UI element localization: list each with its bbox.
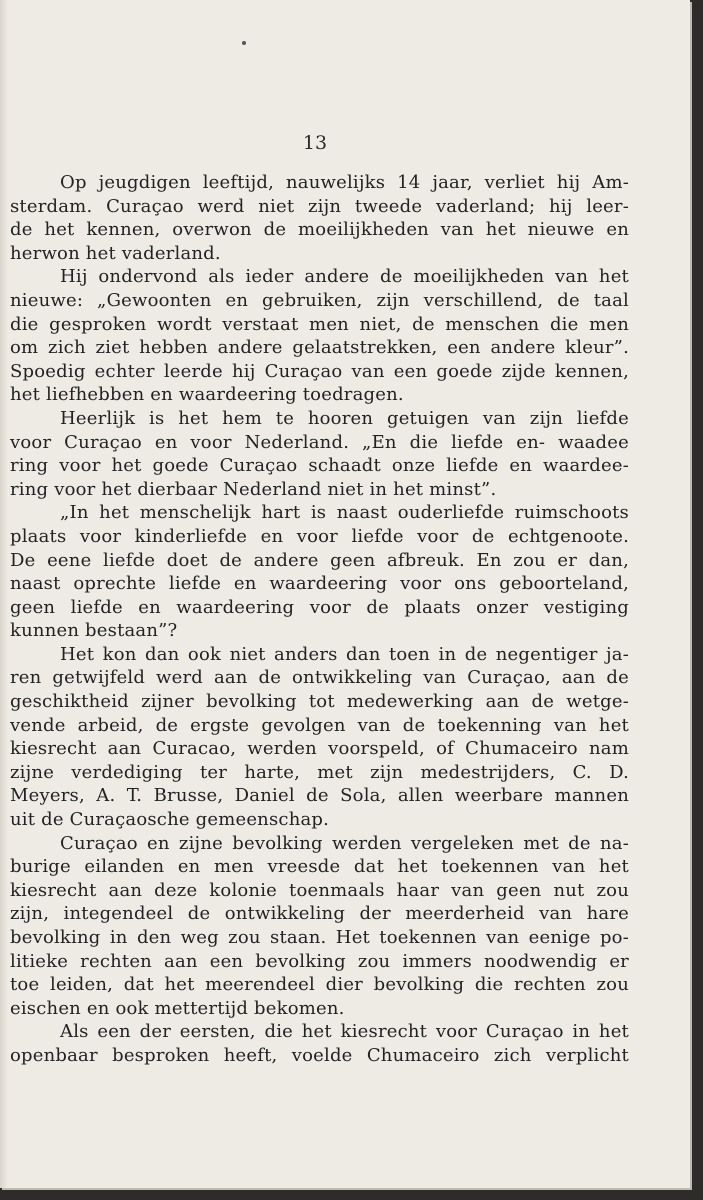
text-line: Curaçao en zijne bevolking werden vergeleken met de na- (60, 832, 629, 854)
print-mark (242, 41, 246, 45)
text-line: die gesproken wordt verstaat men niet, de menschen die men (10, 313, 629, 335)
text-line: kunnen bestaan”? (10, 620, 178, 642)
page-number: 13 (302, 132, 328, 154)
text-line: ring voor het goede Curaçao schaadt onze liefde en waardee- (10, 455, 629, 477)
text-line: burige eilanden en men vreesde dat het toekennen van het (10, 856, 629, 878)
text-line: litieke rechten aan een bevolking zou immers noodwendig er (10, 950, 629, 972)
text-line: toe leiden, dat het meerendeel dier bevolking die rechten zou (10, 974, 629, 996)
text-line: vende arbeid, de ergste gevolgen van de toekenning van het (10, 714, 629, 736)
text-line: Als een der eersten, die het kiesrecht voor Curaçao in het (60, 1021, 629, 1043)
text-line: De eene liefde doet de andere geen afbreuk. En zou er dan, (10, 549, 629, 571)
paragraph (10, 265, 629, 407)
text-line: zijn, integendeel de ontwikkeling der meerderheid van hare (10, 903, 629, 925)
body-text (10, 171, 629, 1068)
text-line: herwon het vaderland. (10, 242, 221, 264)
text-line: om zich ziet hebben andere gelaatstrekken, een andere kleur”. (10, 337, 629, 359)
text-line: geen liefde en waardeering voor de plaats onzer vestiging (10, 596, 629, 618)
text-line: zijne verdediging ter harte, met zijn medestrijders, C. D. (10, 761, 629, 783)
text-line: Op jeugdigen leeftijd, nauwelijks 14 jaar, verliet hij Am- (60, 172, 629, 193)
page-spine-shadow (0, 0, 8, 1188)
text-line: openbaar besproken heeft, voelde Chumaceiro zich verplicht (10, 1044, 629, 1066)
text-line: kiesrecht aan Curacao, werden voorspeld, of Chumaceiro nam (10, 738, 629, 760)
text-line: Het kon dan ook niet anders dan toen in de negentiger ja- (60, 643, 629, 665)
text-line: ring voor het dierbaar Nederland niet in het minst”. (10, 478, 497, 500)
text-line: „In het menschelijk hart is naast ouderliefde ruimschoots (60, 502, 629, 524)
text-line: Hij ondervond als ieder andere de moeilijkheden van het (60, 266, 629, 288)
text-line: kiesrecht aan deze kolonie toenmaals haar van geen nut zou (10, 879, 629, 901)
paragraph (10, 407, 629, 501)
text-line: sterdam. Curaçao werd niet zijn tweede vaderland; hij leer- (10, 195, 629, 217)
text-line: ren getwijfeld werd aan de ontwikkeling van Curaçao, aan de (10, 667, 629, 689)
text-line: het liefhebben en waardeering toedragen. (10, 384, 404, 406)
text-line: Heerlijk is het hem te hooren getuigen van zijn liefde (60, 407, 629, 429)
text-line: nieuwe: „Gewoonten en gebruiken, zijn verschillend, de taal (10, 289, 629, 311)
text-line: naast oprechte liefde en waardeering voor ons geboorteland, (10, 573, 629, 595)
paragraph (10, 501, 629, 643)
text-line: Meyers, A. T. Brusse, Daniel de Sola, allen weerbare mannen (10, 785, 629, 807)
text-line: uit de Curaçaosche gemeenschap. (10, 809, 330, 831)
paragraph (10, 171, 629, 265)
paragraph (10, 832, 629, 1021)
text-line: eischen en ook mettertijd bekomen. (10, 997, 345, 1019)
text-line: bevolking in den weg zou staan. Het toekennen van eenige po- (10, 927, 629, 948)
paragraph (10, 643, 629, 832)
text-line: geschiktheid zijner bevolking tot medewerking aan de wetge- (10, 691, 629, 713)
paragraph (10, 1020, 629, 1067)
text-line: plaats voor kinderliefde en voor liefde voor de echtgenoote. (10, 525, 629, 547)
text-line: voor Curaçao en voor Nederland. „En die liefde en- waadee (10, 431, 629, 453)
text-line: de het kennen, overwon de moeilijkheden van het nieuwe en (10, 219, 629, 241)
text-line: Spoedig echter leerde hij Curaçao van een goede zijde kennen, (10, 360, 629, 382)
